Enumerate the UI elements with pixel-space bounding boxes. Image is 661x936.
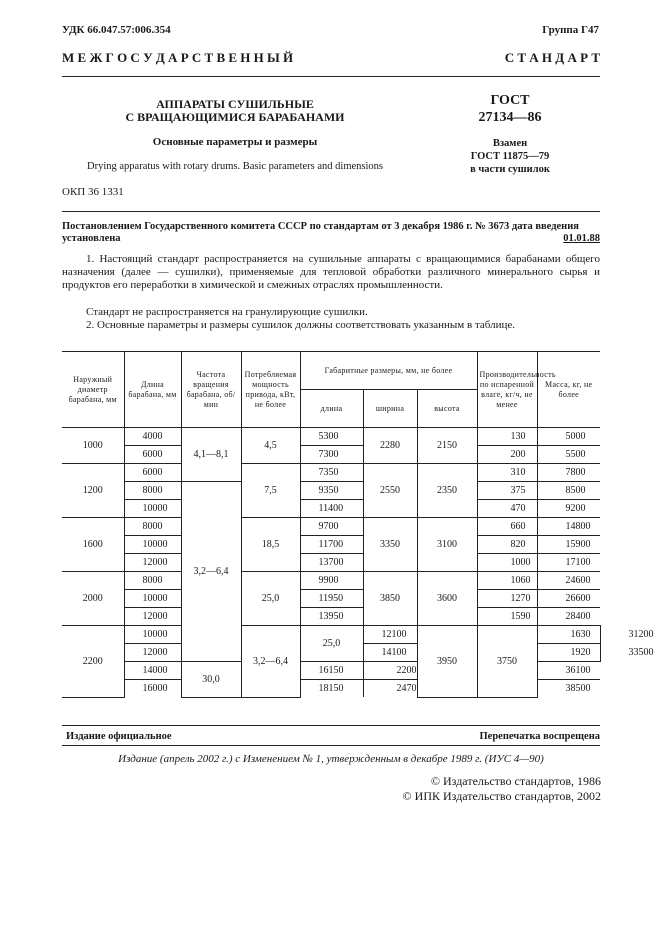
title-line-2: С ВРАЩАЮЩИМИСЯ БАРАБАНАМИ [125,110,345,124]
table-row [62,446,600,464]
table-row [62,572,600,590]
cell-width: 3850 [363,572,417,626]
cell-height: 3750 [477,626,537,698]
gost-label: ГОСТ [490,93,530,108]
cell-capacity: 310 [477,464,537,482]
cell-overall-length: 7350 [300,464,363,482]
cell-overall-length: 7300 [300,446,363,464]
gost-number: 27134—86 [478,110,542,125]
cell-diameter: 1200 [62,464,124,518]
cell-overall-length: 13950 [300,608,363,626]
cell-mass: 38500 [537,680,600,698]
header-length: Длина барабана, мм [124,352,181,428]
header-overall-height: высота [417,390,477,428]
header-power: Потребляемая мощность привода, кВт, не более [241,352,300,428]
edition-note: Издание (апрель 2002 г.) с Изменением № 1, утвержденным в декабре 1989 г. (ИУС 4—90) [118,753,544,765]
cell-capacity: 2200 [363,662,417,680]
header-diameter: Наружный диаметр барабана, мм [62,352,124,428]
cell-overall-length: 11700 [300,536,363,554]
replace-number: ГОСТ 11875—79 [470,151,550,162]
cell-mass: 24600 [537,572,600,590]
table-row [62,500,600,518]
cell-width: 2280 [363,428,417,464]
banner-right: С Т А Н Д А Р Т [504,50,600,65]
table-row [62,464,600,482]
copyright-2002: © ИПК Издательство стандартов, 2002 [402,789,601,803]
table-row [62,518,600,536]
cell-power: 30,0 [181,662,241,698]
cell-diameter: 1600 [62,518,124,572]
official-edition: Издание официальное [66,731,172,742]
cell-capacity: 2470 [363,680,417,698]
table-row [62,536,600,554]
header-rotation: Частота вращения барабана, об/мин [181,352,241,428]
cell-mass: 5000 [537,428,600,446]
cell-capacity: 470 [477,500,537,518]
cell-rotation: 3,2—6,4 [181,482,241,662]
header-overall-width: ширина [363,390,417,428]
cell-capacity: 1000 [477,554,537,572]
replace-label: Взамен [492,138,528,149]
cell-diameter: 2000 [62,572,124,626]
cell-length: 12000 [124,554,181,572]
cell-capacity: 200 [477,446,537,464]
header-overall: Габаритные размеры, мм, не более [300,352,477,390]
banner-left: М Е Ж Г О С У Д А Р С Т В Е Н Н Ы Й [62,50,294,65]
cell-diameter: 1000 [62,428,124,464]
cell-capacity: 1270 [477,590,537,608]
cell-length: 4000 [124,428,181,446]
cell-overall-length: 9900 [300,572,363,590]
table-row: 12000 14100 1920 33500 [62,644,600,662]
decree-text [62,221,600,245]
header-overall-length: длина [300,390,363,428]
cell-length: 12000 [124,608,181,626]
paragraph-3: 2. Основные параметры и размеры сушилок должны соответствовать указанным в таблице. [86,319,516,331]
replacement-note [420,137,600,176]
copyright-1986: © Издательство стандартов, 1986 [430,774,601,788]
table-row [62,482,600,500]
cell-power: 25,0 [241,572,300,626]
cell-overall-length: 9700 [300,518,363,536]
cell-length: 10000 [124,536,181,554]
paragraph-1: 1. Настоящий стандарт распространяется на сушильные аппараты с вращающимися барабанами общего назначения (далее — сушилки), применяемые для тепловой обработки различного минерального сырья и продуктов его переработки в химической и смежных отраслях промышленности. [62,253,600,291]
cell-overall-length: 13700 [300,554,363,572]
table-row: 2200 10000 3,2—6,4 25,0 12100 3950 3750 1630 31200 [62,626,600,644]
header-capacity: Производительность по испаренной влаге, кг/ч, не менее [477,352,537,428]
cell-capacity: 1630 [537,626,600,644]
okp-divider [62,211,600,212]
cell-power: 18,5 [241,518,300,572]
footer-divider [62,725,600,726]
cell-length: 10000 [124,500,181,518]
cell-mass: 28400 [537,608,600,626]
gost-designation [420,92,600,126]
cell-capacity: 820 [477,536,537,554]
introduction-date: 01.01.88 [563,233,600,244]
banner-divider [62,76,600,77]
cell-overall-length: 9350 [300,482,363,500]
okp-code: ОКП 36 1331 [62,186,124,198]
cell-length: 8000 [124,482,181,500]
cell-capacity: 130 [477,428,537,446]
page-header [62,24,599,40]
cell-mass: 36100 [537,662,600,680]
cell-length: 8000 [124,518,181,536]
cell-capacity: 660 [477,518,537,536]
cell-mass: 15900 [537,536,600,554]
cell-capacity: 1060 [477,572,537,590]
cell-length: 12000 [124,644,181,662]
cell-length: 8000 [124,572,181,590]
cell-overall-length: 5300 [300,428,363,446]
cell-height: 3600 [417,572,477,626]
cell-length: 6000 [124,464,181,482]
parameters-table [62,351,654,698]
decree-line-2: установлена [62,233,121,244]
cell-length: 16000 [124,680,181,698]
cell-mass: 26600 [537,590,600,608]
cell-width: 2550 [363,464,417,518]
cell-length: 14000 [124,662,181,680]
header-mass: Масса, кг, не более [537,352,600,428]
cell-overall-length: 16150 [300,662,363,680]
cell-mass: 9200 [537,500,600,518]
cell-mass: 7800 [537,464,600,482]
reprint-prohibited: Перепечатка воспрещена [479,731,600,742]
paragraph-2: Стандарт не распространяется на гранулирующие сушилки. [86,306,368,318]
cell-capacity: 1590 [477,608,537,626]
table-row [62,554,600,572]
cell-mass: 17100 [537,554,600,572]
cell-mass: 8500 [537,482,600,500]
document-subtitle: Основные параметры и размеры [152,136,318,148]
title-line-1: АППАРАТЫ СУШИЛЬНЫЕ [156,97,314,111]
cell-rotation: 4,1—8,1 [181,428,241,482]
cell-power: 7,5 [241,464,300,518]
cell-overall-length: 11400 [300,500,363,518]
footer-bottom-divider [62,745,600,746]
cell-length: 6000 [124,446,181,464]
replace-scope: в части сушилок [470,164,550,175]
cell-overall-length: 11950 [300,590,363,608]
document-title [62,98,408,124]
cell-mass: 14800 [537,518,600,536]
interstate-standard-banner [62,50,600,72]
cell-rotation: 3,2—6,4 [241,626,300,698]
cell-diameter: 2200 [62,626,124,698]
cell-capacity: 375 [477,482,537,500]
english-title: Drying apparatus with rotary drums. Basic parameters and dimensions [87,161,383,172]
cell-width: 3950 [417,626,477,698]
cell-overall-length: 14100 [363,644,417,662]
cell-width: 3350 [363,518,417,572]
cell-height: 2350 [417,464,477,518]
cell-power: 4,5 [241,428,300,464]
table-row [62,428,600,446]
cell-length: 10000 [124,590,181,608]
table-row [62,608,600,626]
cell-overall-length: 18150 [300,680,363,698]
cell-height: 3100 [417,518,477,572]
table-row [62,590,600,608]
cell-capacity: 1920 [537,644,600,662]
cell-power: 25,0 [300,626,363,662]
decree-line-1: Постановлением Государственного комитета СССР по стандартам от 3 декабря 1986 г. № 3673 дата введения [62,221,579,232]
cell-mass: 5500 [537,446,600,464]
cell-height: 2150 [417,428,477,464]
group-code: Группа Г47 [542,24,599,36]
cell-length: 10000 [124,626,181,644]
cell-overall-length: 12100 [363,626,417,644]
udk-code: УДК 66.047.57:006.354 [62,24,171,36]
